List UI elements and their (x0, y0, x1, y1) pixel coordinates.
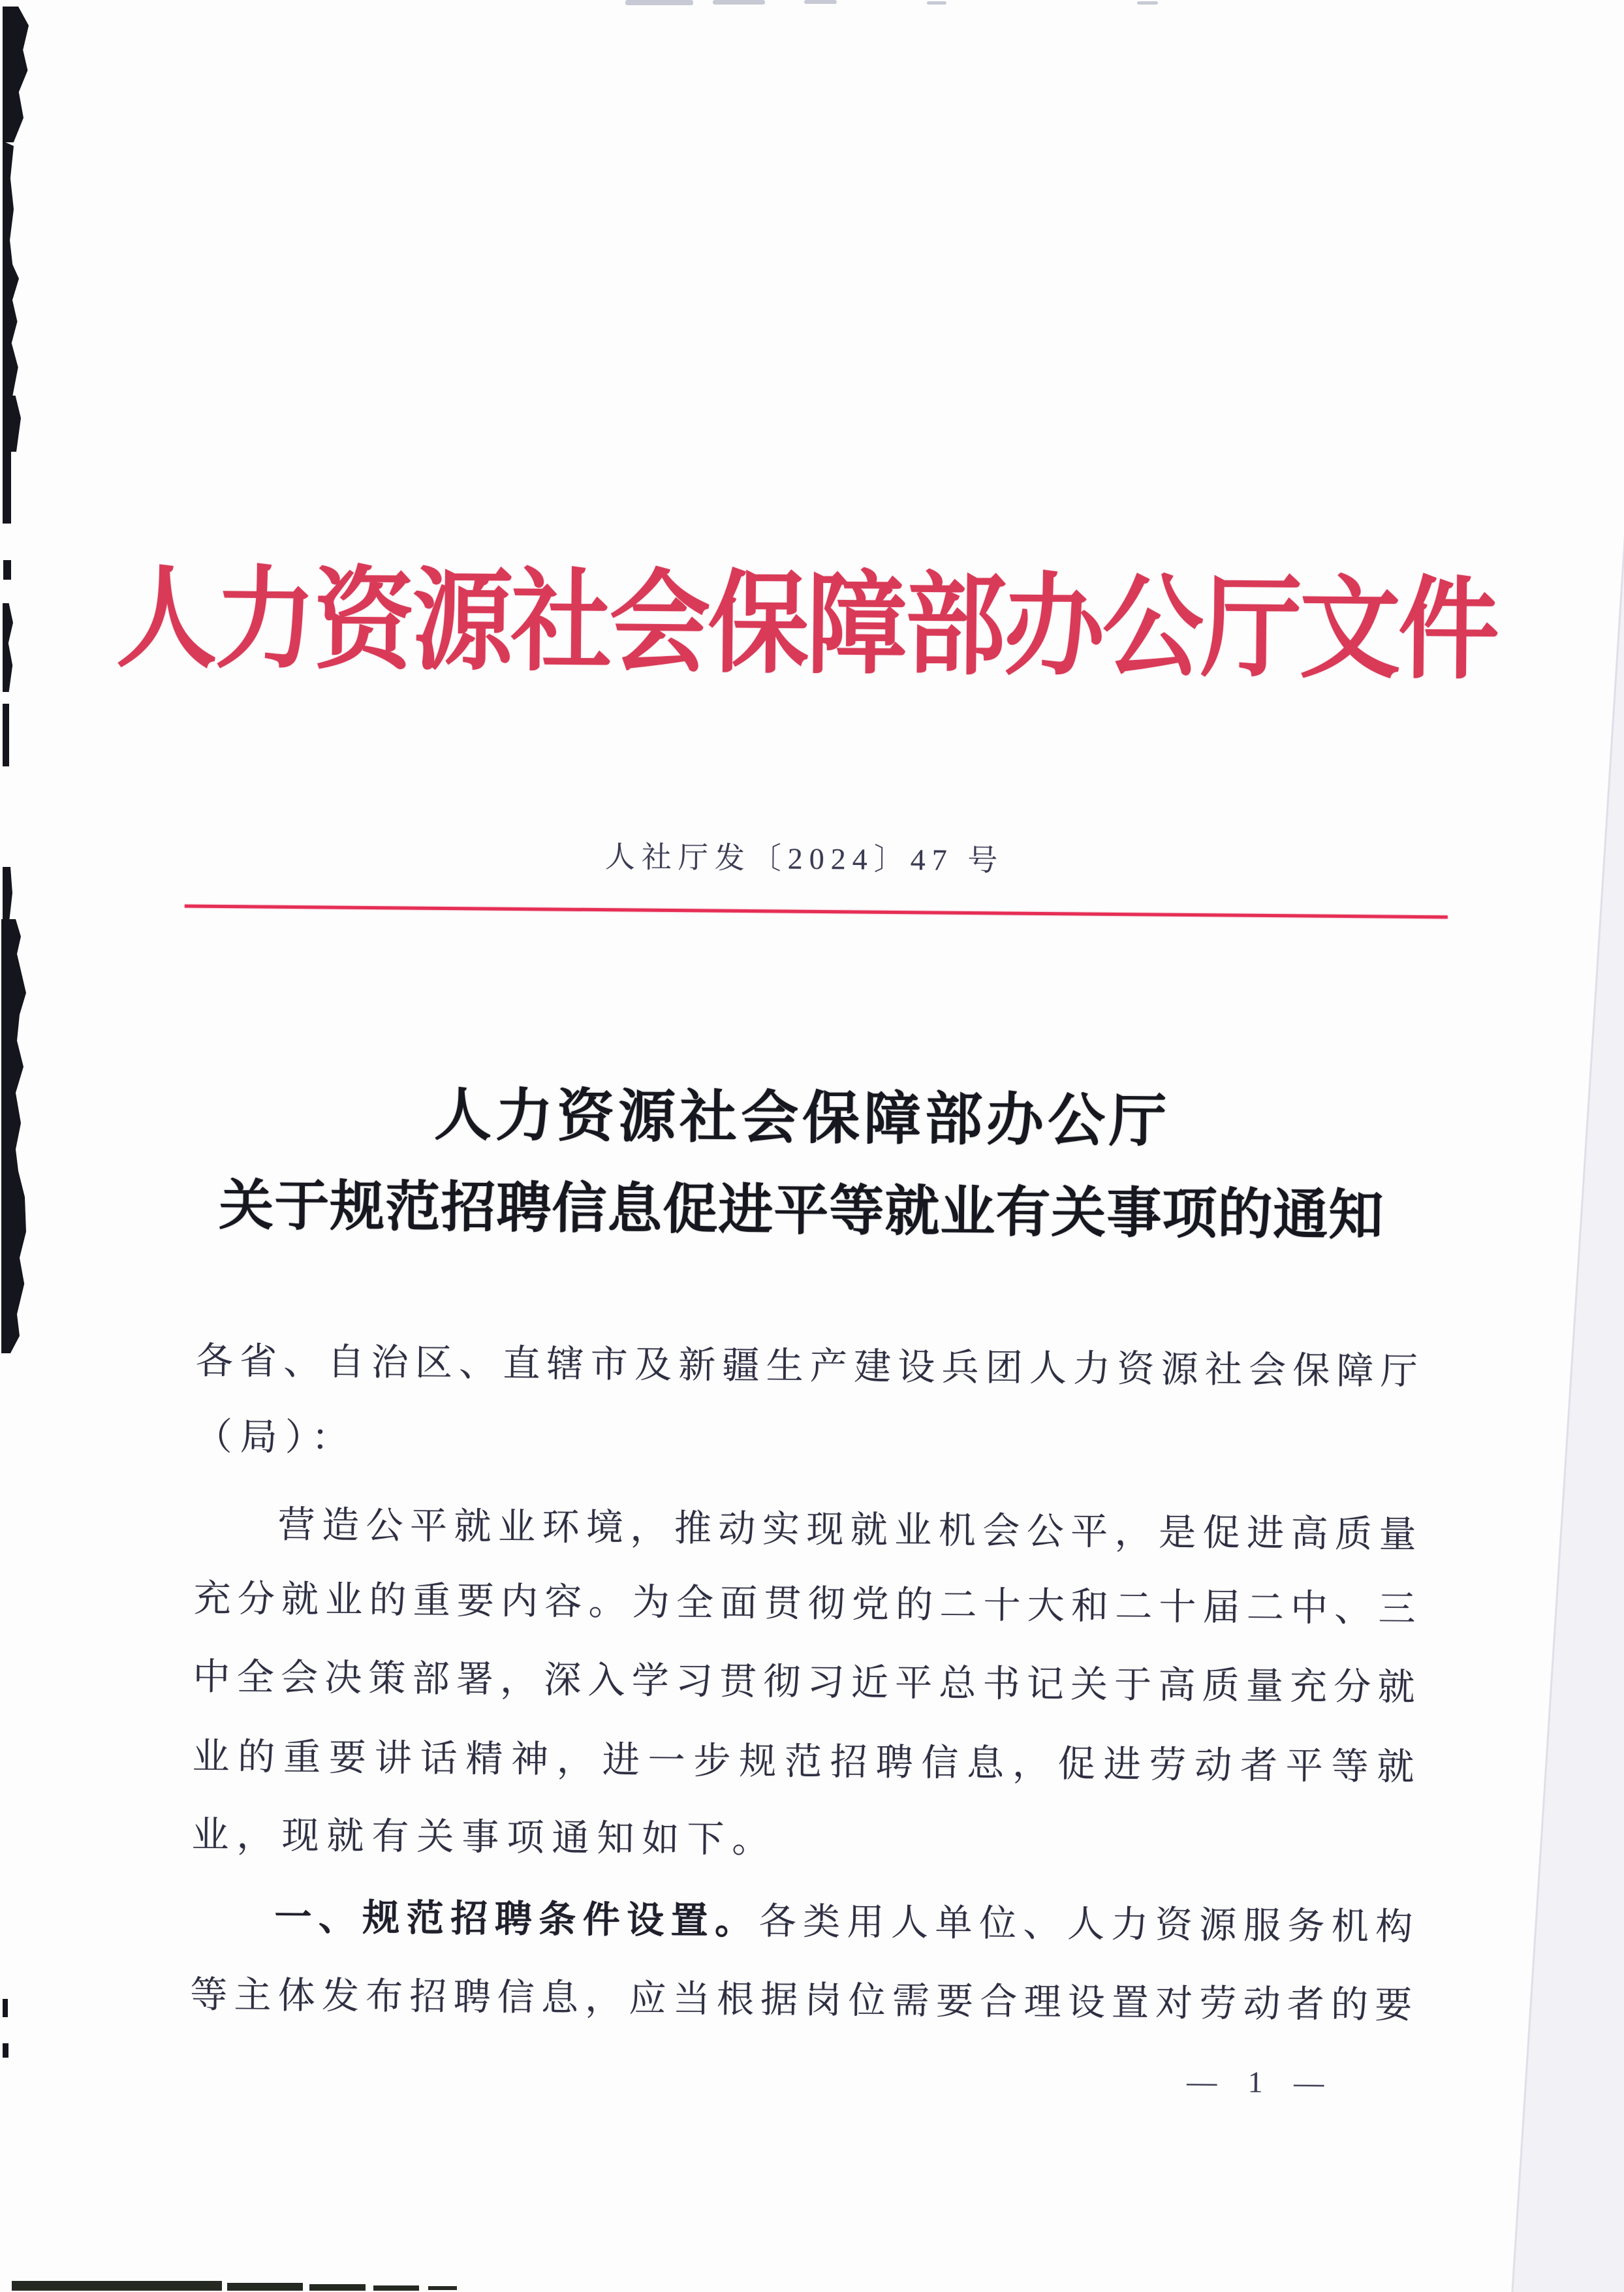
scan-artifact-bottom (227, 2283, 303, 2291)
scan-artifact (3, 704, 9, 766)
scan-artifact-bottom (428, 2286, 457, 2290)
section-heading-bold: 一、规范招聘条件设置。 (274, 1896, 759, 1943)
scan-artifact (3, 1999, 8, 2017)
scan-artifact (3, 560, 11, 580)
scan-smudge (713, 0, 765, 5)
paragraph-line: 中全会决策部署，深入学习贯彻习近平总书记关于高质量充分就 (193, 1656, 1415, 1709)
scan-smudge (625, 0, 693, 5)
salutation-line: 各省、自治区、直辖市及新疆生产建设兵团人力资源社会保障厅 (195, 1340, 1418, 1393)
paragraph-line: 业，现就有关事项通知如下。 (191, 1814, 777, 1861)
document-number: 人社厅发〔2024〕47 号 (604, 840, 1005, 877)
salutation-suffix: （局）： (195, 1416, 357, 1459)
document-title-line1: 人力资源社会保障部办公厅 (433, 1084, 1171, 1154)
paragraph-line: 充分就业的重要内容。为全面贯彻党的二十大和二十届二中、三 (193, 1578, 1416, 1631)
scan-smudge (927, 1, 946, 5)
red-divider-rule (185, 905, 1448, 919)
scan-artifact-bottom (12, 2281, 222, 2291)
page-number: — 1 — (1187, 2064, 1336, 2099)
scan-artifact (3, 2043, 8, 2058)
scan-smudge (1137, 1, 1158, 5)
paragraph-line: 等主体发布招聘信息，应当根据岗位需要合理设置对劳动者的要 (190, 1974, 1413, 2026)
scan-artifact-bottom (309, 2284, 366, 2291)
red-header-title: 人力资源社会保障部办公厅文件 (116, 557, 1497, 693)
paragraph-line: 营造公平就业环境，推动实现就业机会公平，是促进高质量 (277, 1504, 1416, 1556)
paragraph-line: 业的重要讲话精神，进一步规范招聘信息，促进劳动者平等就 (192, 1736, 1414, 1789)
scan-artifact (3, 452, 11, 524)
section-heading-line (191, 1893, 1413, 1956)
scan-smudge (804, 0, 837, 4)
scan-artifact-bottom (373, 2285, 419, 2291)
section-heading-rest: 各类用人单位、人力资源服务机构 (758, 1901, 1413, 1948)
document-title-line2: 关于规范招聘信息促进平等就业有关事项的通知 (218, 1175, 1384, 1247)
